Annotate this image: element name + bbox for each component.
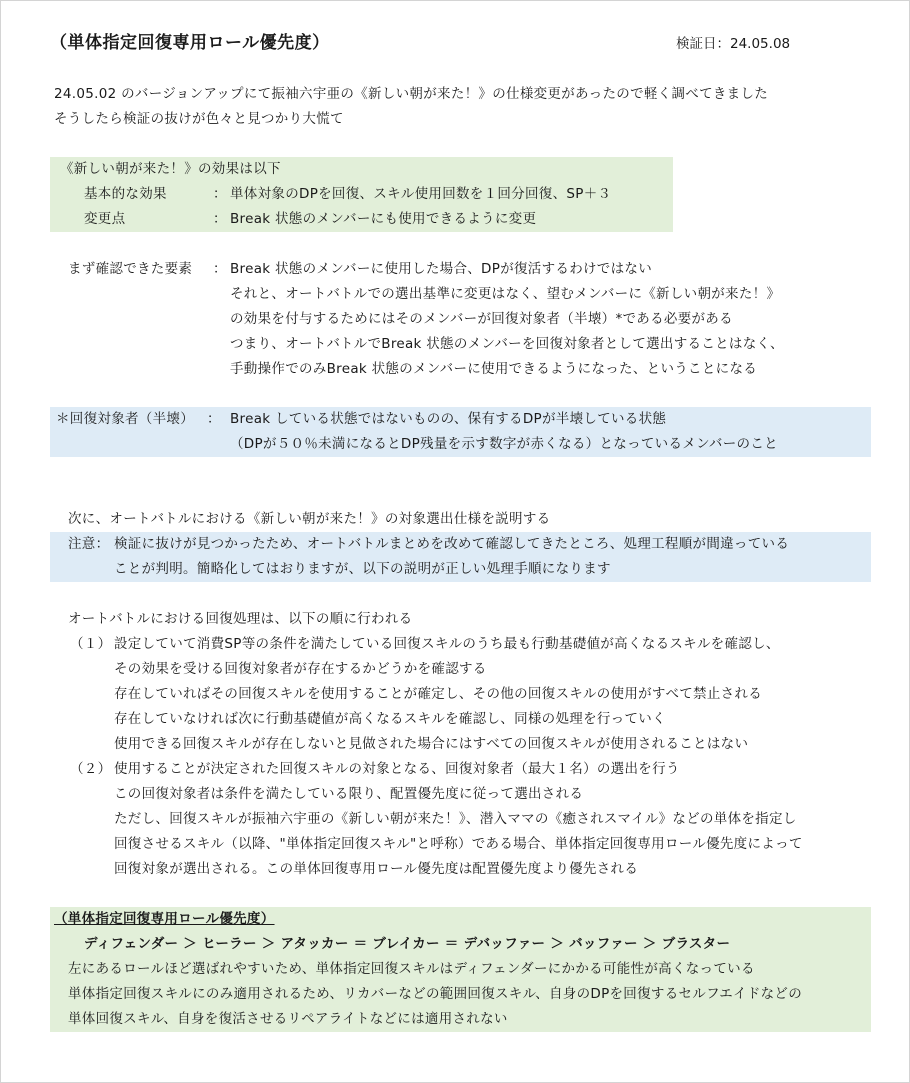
notice-line-1: 検証に抜けが見つかったため、オートバトルまとめを改めて確認してきたところ、処理工程順が間違っている <box>114 536 790 552</box>
priority-heading: （単体指定回復専用ロール優先度） <box>54 911 275 927</box>
process-heading: オートバトルにおける回復処理は、以下の順に行われる <box>68 611 413 627</box>
effect-heading: 《新しい朝が来た！》の効果は以下 <box>60 161 281 177</box>
effect-label-basic: 基本的な効果 <box>84 186 167 202</box>
confirmed-label: まず確認できた要素 <box>68 261 193 277</box>
step-2-number: （２） <box>70 761 112 777</box>
confirmed-line-1: Break 状態のメンバーに使用した場合、DPが復活するわけではない <box>230 261 652 277</box>
footnote-label: ＊回復対象者（半壊） <box>56 411 194 427</box>
step-2-line-4: 回復させるスキル（以降、"単体指定回復スキル"と呼称）である場合、単体指定回復専用ロール優先度によって <box>114 836 803 852</box>
verify-date: 検証日：24.05.08 <box>676 36 791 52</box>
effect-value-change: Break 状態のメンバーにも使用できるように変更 <box>230 211 537 227</box>
step-2-line-1: 使用することが決定された回復スキルの対象となる、回復対象者（最大１名）の選出を行う <box>114 761 680 777</box>
confirmed-line-4: つまり、オートバトルでBreak 状態のメンバーを回復対象者として選出することはなく、 <box>230 336 784 352</box>
priority-line-2: 単体指定回復スキルにのみ適用されるため、リカバーなどの範囲回復スキル、自身のDPを回復するセルフエイドなどの <box>68 986 803 1002</box>
confirmed-line-2: それと、オートバトルでの選出基準に変更はなく、望むメンバーに《新しい朝が来た！》 <box>230 286 781 302</box>
step-1-number: （１） <box>70 636 112 652</box>
step-1-line-1: 設定していて消費SP等の条件を満たしている回復スキルのうち最も行動基礎値が高くなるスキルを確認し、 <box>114 636 780 652</box>
priority-line-1: 左にあるロールほど選ばれやすいため、単体指定回復スキルはディフェンダーにかかる可能性が高くなっている <box>68 961 755 977</box>
confirmed-line-3: の効果を付与するためにはそのメンバーが回復対象者（半壊）*である必要がある <box>230 311 733 327</box>
next-line: 次に、オートバトルにおける《新しい朝が来た！》の対象選出仕様を説明する <box>68 511 551 527</box>
priority-line-3: 単体回復スキル、自身を復活させるリペアライトなどには適用されない <box>68 1011 508 1027</box>
footnote-line-2: （DPが５０％未満になるとDP残量を示す数字が赤くなる）となっているメンバーのこと <box>230 436 778 452</box>
colon: ： <box>213 186 227 202</box>
step-1-line-4: 存在していなければ次に行動基礎値が高くなるスキルを確認し、同様の処理を行っていく <box>114 711 666 727</box>
notice-label: 注意： <box>68 536 110 552</box>
colon: ： <box>213 261 227 277</box>
step-1-line-2: その効果を受ける回復対象者が存在するかどうかを確認する <box>114 661 487 677</box>
intro-line-2: そうしたら検証の抜けが色々と見つかり大慌て <box>54 111 344 127</box>
page-title: （単体指定回復専用ロール優先度） <box>50 33 330 53</box>
step-2-line-2: この回復対象者は条件を満たしている限り、配置優先度に従って選出される <box>114 786 584 802</box>
priority-order: ディフェンダー ＞ ヒーラー ＞ アタッカー ＝ ブレイカー ＝ デバッファー ＞ バッファー ＞ ブラスター <box>84 936 731 952</box>
colon: ： <box>213 211 227 227</box>
step-2-line-3: ただし、回復スキルが振袖六宇亜の《新しい朝が来た！》、潜入ママの《癒されスマイル》などの単体を指定し <box>114 811 797 827</box>
step-1-line-3: 存在していればその回復スキルを使用することが確定し、その他の回復スキルの使用がすべて禁止される <box>114 686 763 702</box>
confirmed-line-5: 手動操作でのみBreak 状態のメンバーに使用できるようになった、ということになる <box>230 361 758 377</box>
effect-value-basic: 単体対象のDPを回復、スキル使用回数を１回分回復、SP＋３ <box>230 186 612 202</box>
step-2-line-5: 回復対象が選出される。この単体回復専用ロール優先度は配置優先度より優先される <box>114 861 639 877</box>
intro-line-1: 24.05.02 のバージョンアップにて振袖六宇亜の《新しい朝が来た！》の仕様変更があったので軽く調べてきました <box>54 86 769 102</box>
footnote-line-1: Break している状態ではないものの、保有するDPが半壊している状態 <box>230 411 667 427</box>
step-1-line-5: 使用できる回復スキルが存在しないと見做された場合にはすべての回復スキルが使用されることはない <box>114 736 749 752</box>
notice-line-2: ことが判明。簡略化してはおりますが、以下の説明が正しい処理手順になります <box>114 561 611 577</box>
effect-label-change: 変更点 <box>84 211 126 227</box>
colon: ： <box>207 411 221 427</box>
